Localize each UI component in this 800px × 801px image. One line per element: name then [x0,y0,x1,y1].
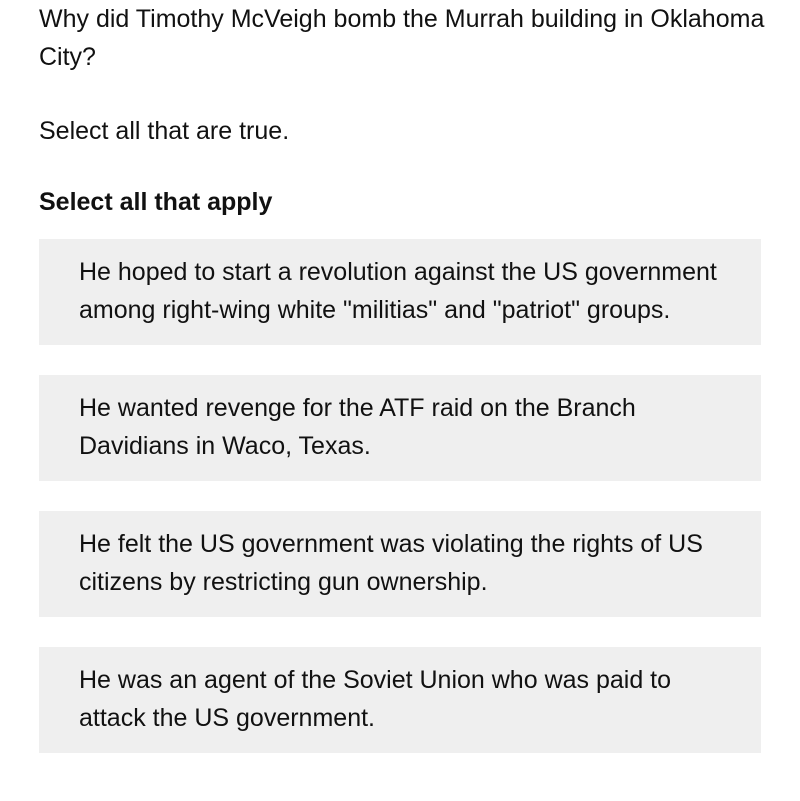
answer-option-3[interactable] [39,511,761,617]
answer-option-label: He felt the US government was violating the rights of US citizens by restricting gun ownership. [79,530,703,596]
answer-option-label: He was an agent of the Soviet Union who was paid to attack the US government. [79,666,672,732]
select-all-heading: Select all that apply [39,188,273,216]
question-text: Why did Timothy McVeigh bomb the Murrah building in Oklahoma City? [39,5,765,71]
answer-options-list [39,239,761,753]
answer-option-label: He hoped to start a revolution against the US government among right-wing white "militias" and "patriot" groups. [79,258,717,324]
answer-option-4[interactable] [39,647,761,753]
instruction-text: Select all that are true. [39,117,290,145]
answer-option-1[interactable] [39,239,761,345]
answer-option-2[interactable] [39,375,761,481]
answer-option-label: He wanted revenge for the ATF raid on the Branch Davidians in Waco, Texas. [79,394,636,460]
